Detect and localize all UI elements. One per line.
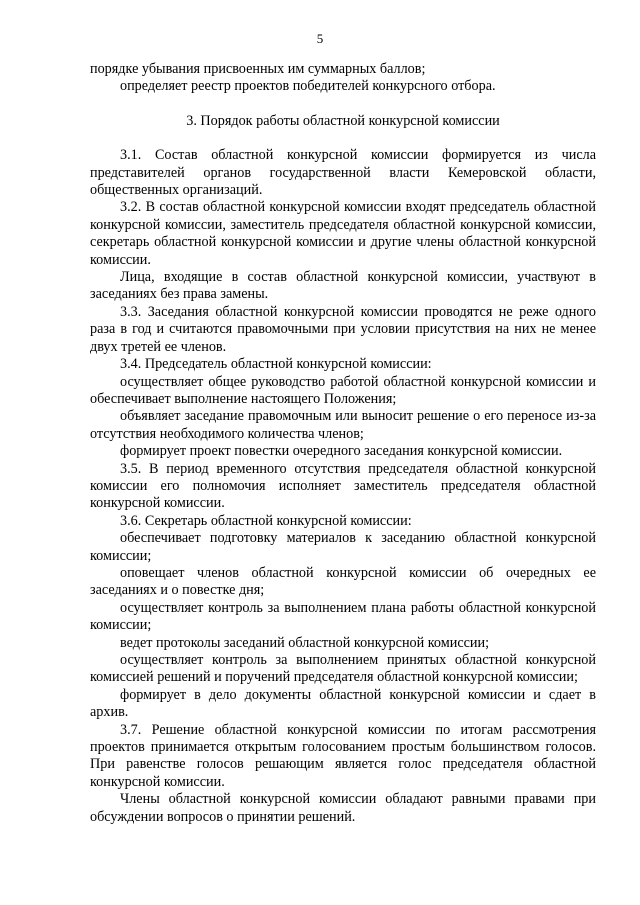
paragraph: формирует в дело документы областной конкурсной комиссии и сдает в архив. — [90, 686, 596, 721]
paragraph: ведет протоколы заседаний областной конкурсной комиссии; — [120, 634, 490, 651]
paragraph: 3.7. Решение областной конкурсной комиссии по итогам рассмотрения проектов принимается открытым голосованием простым большинством голосов. При равенстве голосов решающим является голос председателя областной конкурсной комиссии. — [90, 721, 596, 790]
paragraph: объявляет заседание правомочным или выносит решение о его переносе из-за отсутствия необходимого количества членов; — [90, 408, 596, 442]
paragraph: порядке убывания присвоенных им суммарных баллов; — [90, 61, 426, 77]
document-body — [90, 61, 596, 826]
paragraph: 3.2. В состав областной конкурсной комиссии входят председатель областной конкурсной комиссии, заместитель председателя областной конкурсной комиссии, секретарь областной конкурсной комиссии и другие члены областной конкурсной комиссии. — [90, 199, 596, 268]
paragraph: 3.1. Состав областной конкурсной комиссии формируется из числа представителей органов государственной власти Кемеровской области, общественных организаций. — [90, 147, 596, 199]
paragraph: Лица, входящие в состав областной конкурсной комиссии, участвуют в заседаниях без права замены. — [90, 269, 596, 303]
paragraph: Члены областной конкурсной комиссии обладают равными правами при обсуждении вопросов о принятии решений. — [90, 791, 596, 825]
paragraph: 3.3. Заседания областной конкурсной комиссии проводятся не реже одного раза в год и считаются правомочными при условии присутствия на них не менее двух третей ее членов. — [90, 303, 596, 355]
paragraph: 3.5. В период временного отсутствия председателя областной конкурсной комиссии его полномочия исполняет заместитель председателя областной конкурсной комиссии. — [90, 460, 596, 512]
paragraph: осуществляет контроль за выполнением принятых областной конкурсной комиссией решений и поручений председателя областной конкурсной комиссии; — [90, 652, 596, 686]
section-heading: 3. Порядок работы областной конкурсной комиссии — [186, 112, 500, 129]
paragraph: осуществляет контроль за выполнением плана работы областной конкурсной комиссии; — [90, 599, 596, 634]
paragraph: определяет реестр проектов победителей конкурсного отбора. — [120, 78, 496, 95]
paragraph: 3.6. Секретарь областной конкурсной комиссии: — [120, 512, 412, 529]
paragraph: оповещает членов областной конкурсной комиссии об очередных ее заседаниях и о повестке дня; — [90, 564, 596, 599]
paragraph: формирует проект повестки очередного заседания конкурсной комиссии. — [120, 443, 563, 460]
paragraph: 3.4. Председатель областной конкурсной комиссии: — [120, 356, 432, 373]
page-number: 5 — [316, 31, 324, 46]
paragraph: обеспечивает подготовку материалов к заседанию областной конкурсной комиссии; — [90, 530, 596, 564]
paragraph: осуществляет общее руководство работой областной конкурсной комиссии и обеспечивает выполнение настоящего Положения; — [90, 373, 596, 407]
